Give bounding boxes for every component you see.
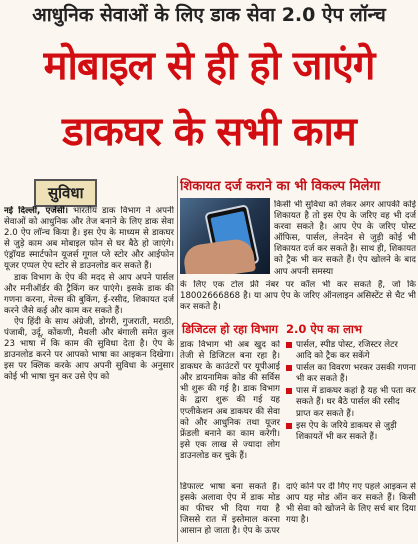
benefit-item <box>286 363 416 385</box>
digital-heading: डिजिटल हो रहा विभाग <box>182 322 279 336</box>
dateline: नई दिल्ली, एजेंसी। <box>4 206 69 216</box>
benefit-item <box>286 421 416 443</box>
benefit-item-text: पार्सल, स्पीड पोस्ट, रजिस्टर लेटर आदि को ट्रैक कर सकेंगे <box>296 340 398 362</box>
bottom-text-col2: डिफाल्ट भाषा बना सकते हैं। इसके अलावा ऐप में डाक मोड का फीचर भी दिया गया है जिससे रात में इस्तेमाल करना आसान हो जाता है। ऐप के ऊपर <box>180 482 280 537</box>
left-paragraph-1-text: भारतीय डाक विभाग ने अपनी सेवाओं को आधुनिक और तेज बनाने के लिए डाक सेवा 2.0 ऐप लॉन्च किया है। इस ऐप के माध्यम से डाकघर से जुड़े काम अब मोबाइल फोन से घर बैठे हो जाएंगे। एंड्रॉयड स्मार्टफोन यूजर्स गूगल प्ले स्टोर और आईफोन यूजर एप्पल ऐप स्टोर से डाउनलोड कर सकते हैं। <box>4 206 174 272</box>
left-paragraph-2: डाक विभाग के ऐप की मदद से आप अपने पार्सल और मनीऑर्डर की ट्रैकिंग कर पाएंगे। इसके डाक की गणना करना, मेल्स की बुकिंग, ई-रसीद, शिकायत दर्ज करने जैसे कई और काम कर सकते हैं। <box>4 272 174 316</box>
benefits-heading: 2.0 ऐप का लाभ <box>286 322 362 336</box>
bullet-square-icon <box>286 388 292 394</box>
section-label-text: सुविधा <box>34 179 97 207</box>
left-paragraph-3: ऐप हिंदी के साथ अंग्रेजी, डोगरी, गुजराती, मराठी, पंजाबी, उर्दू, कोंकणी, मैथली और बंगाली समेत कुल 23 भाषा में कि काम की सुविधा देता है। ऐप के डाउनलोड करने पर आपको भाषा का आइकन दिखेगा। इस पर क्लिक करके आप अपनी सुविधा के अनुसार कोई भी भाषा चुन कर उसे ऐप को <box>4 316 174 383</box>
benefit-item-text: पार्सल का विवरण भरकर उसकी गणना भी कर सकते हैं। <box>296 363 416 385</box>
bullet-square-icon <box>286 423 292 429</box>
complaint-text-right: किसी भी सुविधा को लेकर अगर आपकी कोई शिकायत है तो इस ऐप के जरिए वह भी दर्ज करवा सकते है। आप ऐप के जरिए पोस्ट ऑफिस, पार्सल, लेनदेन से जुड़ी कोई भी शिकायत दर्ज कर सकते है। साथ ही, शिकायत को ट्रैक भी कर सकते हैं। ऐप खोलने के बाद आप अपनी समस्या <box>274 200 416 277</box>
left-paragraph-1 <box>4 206 174 273</box>
left-column <box>4 206 174 540</box>
digital-text: डाक विभाग भी अब खुद को तेजी से डिजिटल बना रहा है। डाकघर के काउंटरों पर यूपीआई और डायनामिक कोड की सर्विस भी शुरू की गई है। डाक विभाग के द्वारा शुरू की गई यह एप्लीकेशन अब डाकघर की सेवा को और आधुनिक तथा यूजर फ्रेंडली बनाने का काम करेगी। इसे एक लाख से ज्यादा लोग डाउनलोड कर चुके हैं। <box>180 340 280 460</box>
benefit-item-text: इस ऐप के जरिये डाकघर से जुड़ी शिकायतें भी कर सकते हैं। <box>296 420 397 442</box>
benefit-item <box>286 340 416 362</box>
complaint-banner: शिकायत दर्ज कराने का भी विकल्प मिलेगा <box>180 179 381 194</box>
headline-kicker: आधुनिक सेवाओं के लिए डाक सेवा 2.0 ऐप लॉन्च <box>32 4 386 26</box>
headline-main-line-1: मोबाइल से ही हो जाएंगे <box>43 43 375 89</box>
app-photo <box>180 198 270 274</box>
hand-illustration <box>182 237 256 274</box>
bullet-square-icon <box>286 365 292 371</box>
bottom-text-col3: दाएं कोने पर दी गिए गए पहले आइकन से आप यह मोड ऑन कर सकते हैं। किसी भी सेवा को खोजने के लिए सर्च बार दिया गया है। <box>286 482 416 526</box>
bullet-square-icon <box>286 342 292 348</box>
section-label <box>34 179 97 207</box>
complaint-text-wide: के लिए एक टोल फ्री नंबर पर कॉल भी कर सकते हैं, जो कि 18002666868 है। या आप ऐप के जरिए ऑनलाइन असिस्टेंट से चैट भी कर सकते है। <box>180 280 416 313</box>
benefits-list <box>286 340 416 460</box>
benefit-item <box>286 386 416 419</box>
benefit-item-text: पास में डाकघर कहां है यह भी पता कर सकते हैं। घर बैठे पार्सल की रसीद प्राप्त कर सकते हैं। <box>296 386 416 419</box>
headline-main-line-2: डाकघर के सभी काम <box>62 109 356 155</box>
column-rule <box>177 176 178 542</box>
